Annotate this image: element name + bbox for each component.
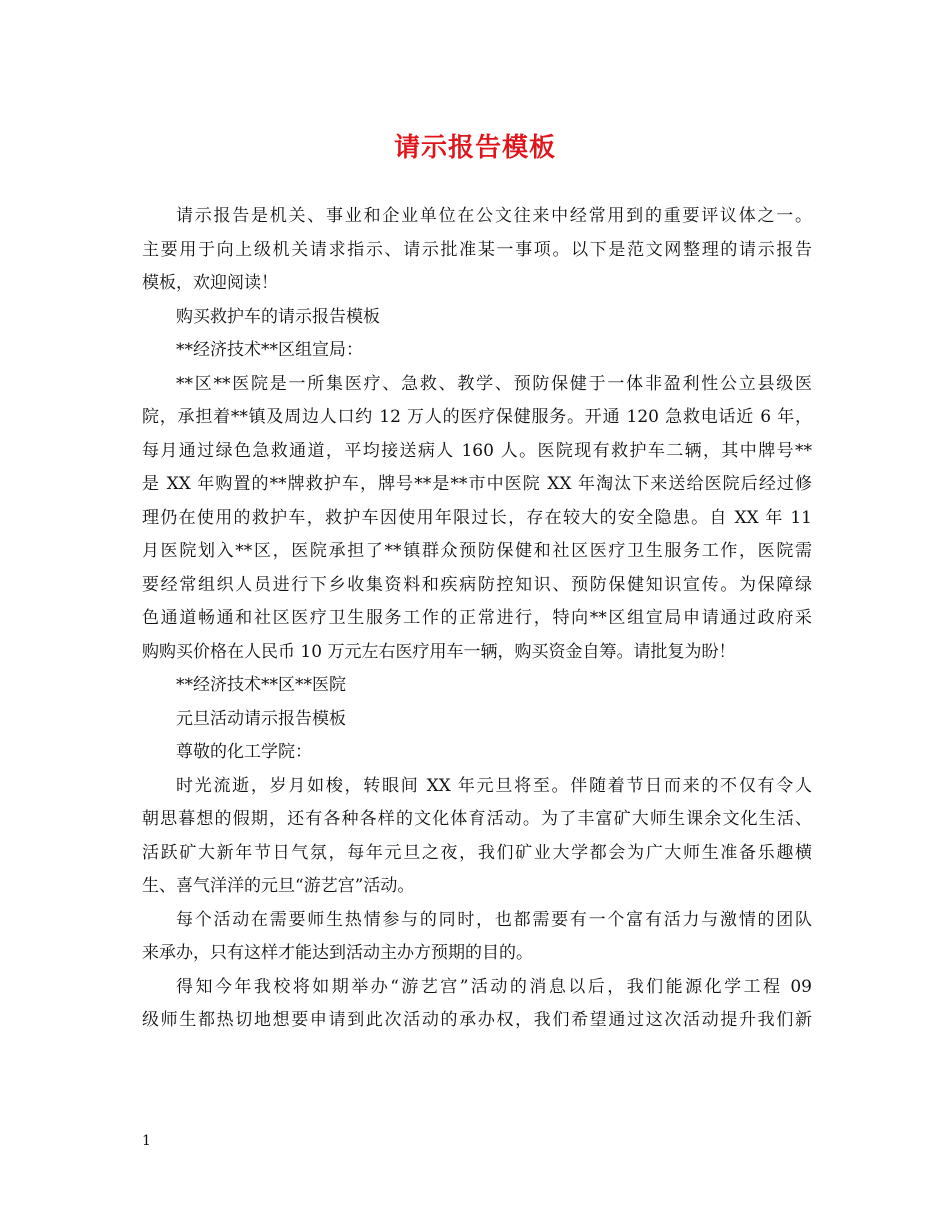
text-line: 级师生都热切地想要申请到此次活动的承办权，我们希望通过这次活动提升我们新 bbox=[142, 1010, 812, 1030]
text-line: **经济技术**区组宣局： bbox=[176, 340, 363, 360]
text-line: 每个活动在需要师生热情参与的同时，也都需要有一个富有活力与激情的团队 bbox=[176, 909, 812, 930]
text-line: 购购买价格在人民币 10 万元左右医疗用车一辆，购买资金自筹。请批复为盼！ bbox=[142, 641, 736, 662]
text-line: 月医院划入**区，医院承担了**镇群众预防保健和社区医疗卫生服务工作，医院需 bbox=[142, 541, 812, 561]
page-number: 1 bbox=[142, 1133, 151, 1149]
text-line: 时光流逝，岁月如梭，转眼间 XX 年元旦将至。伴随着节日而来的不仅有令人 bbox=[176, 775, 812, 796]
text-line: 朝思暮想的假期，还有各种各样的文化体育活动。为了丰富矿大师生课余文化生活、 bbox=[142, 809, 812, 829]
text-line: 元旦活动请示报告模板 bbox=[176, 708, 346, 729]
text-line: 请示报告是机关、事业和企业单位在公文往来中经常用到的重要评议体之一。 bbox=[176, 206, 812, 226]
text-line: **区**医院是一所集医疗、急救、教学、预防保健于一体非盈利性公立县级医 bbox=[176, 373, 812, 394]
text-line: 每月通过绿色急救通道，平均接送病人 160 人。医院现有救护车二辆，其中牌号** bbox=[142, 440, 812, 461]
text-line: 理仍在使用的救护车，救护车因使用年限过长，存在较大的安全隐患。自 XX 年 11 bbox=[142, 507, 812, 528]
text-line: 尊敬的化工学院： bbox=[176, 742, 312, 762]
text-line: 购买救护车的请示报告模板 bbox=[176, 306, 380, 327]
text-line: **经济技术**区**医院 bbox=[176, 675, 346, 695]
text-line: 来承办，只有这样才能达到活动主办方预期的目的。 bbox=[142, 943, 533, 963]
text-line: 模板，欢迎阅读！ bbox=[142, 273, 278, 293]
document-title: 请示报告模板 bbox=[393, 133, 556, 163]
text-line: 是 XX 年购置的**牌救护车，牌号**是**市中医院 XX 年淘汰下来送给医院后经过修 bbox=[142, 474, 812, 494]
text-line: 院，承担着**镇及周边人口约 12 万人的医疗保健服务。开通 120 急救电话近 6 年， bbox=[142, 407, 812, 427]
text-line: 生、喜气洋洋的元旦“游艺宫”活动。 bbox=[142, 876, 415, 896]
text-line: 活跃矿大新年节日气氛，每年元旦之夜，我们矿业大学都会为广大师生准备乐趣横 bbox=[142, 842, 812, 863]
document-body bbox=[142, 200, 812, 1038]
text-line: 要经常组织人员进行下乡收集资料和疾病防控知识、预防保健知识宣传。为保障绿 bbox=[142, 574, 812, 595]
text-line: 色通道畅通和社区医疗卫生服务工作的正常进行，特向**区组宣局申请通过政府采 bbox=[142, 608, 812, 628]
text-line: 得知今年我校将如期举办“游艺宫”活动的消息以后，我们能源化学工程 09 bbox=[176, 976, 812, 997]
text-line: 主要用于向上级机关请求指示、请示批准某一事项。以下是范文网整理的请示报告 bbox=[142, 239, 812, 260]
